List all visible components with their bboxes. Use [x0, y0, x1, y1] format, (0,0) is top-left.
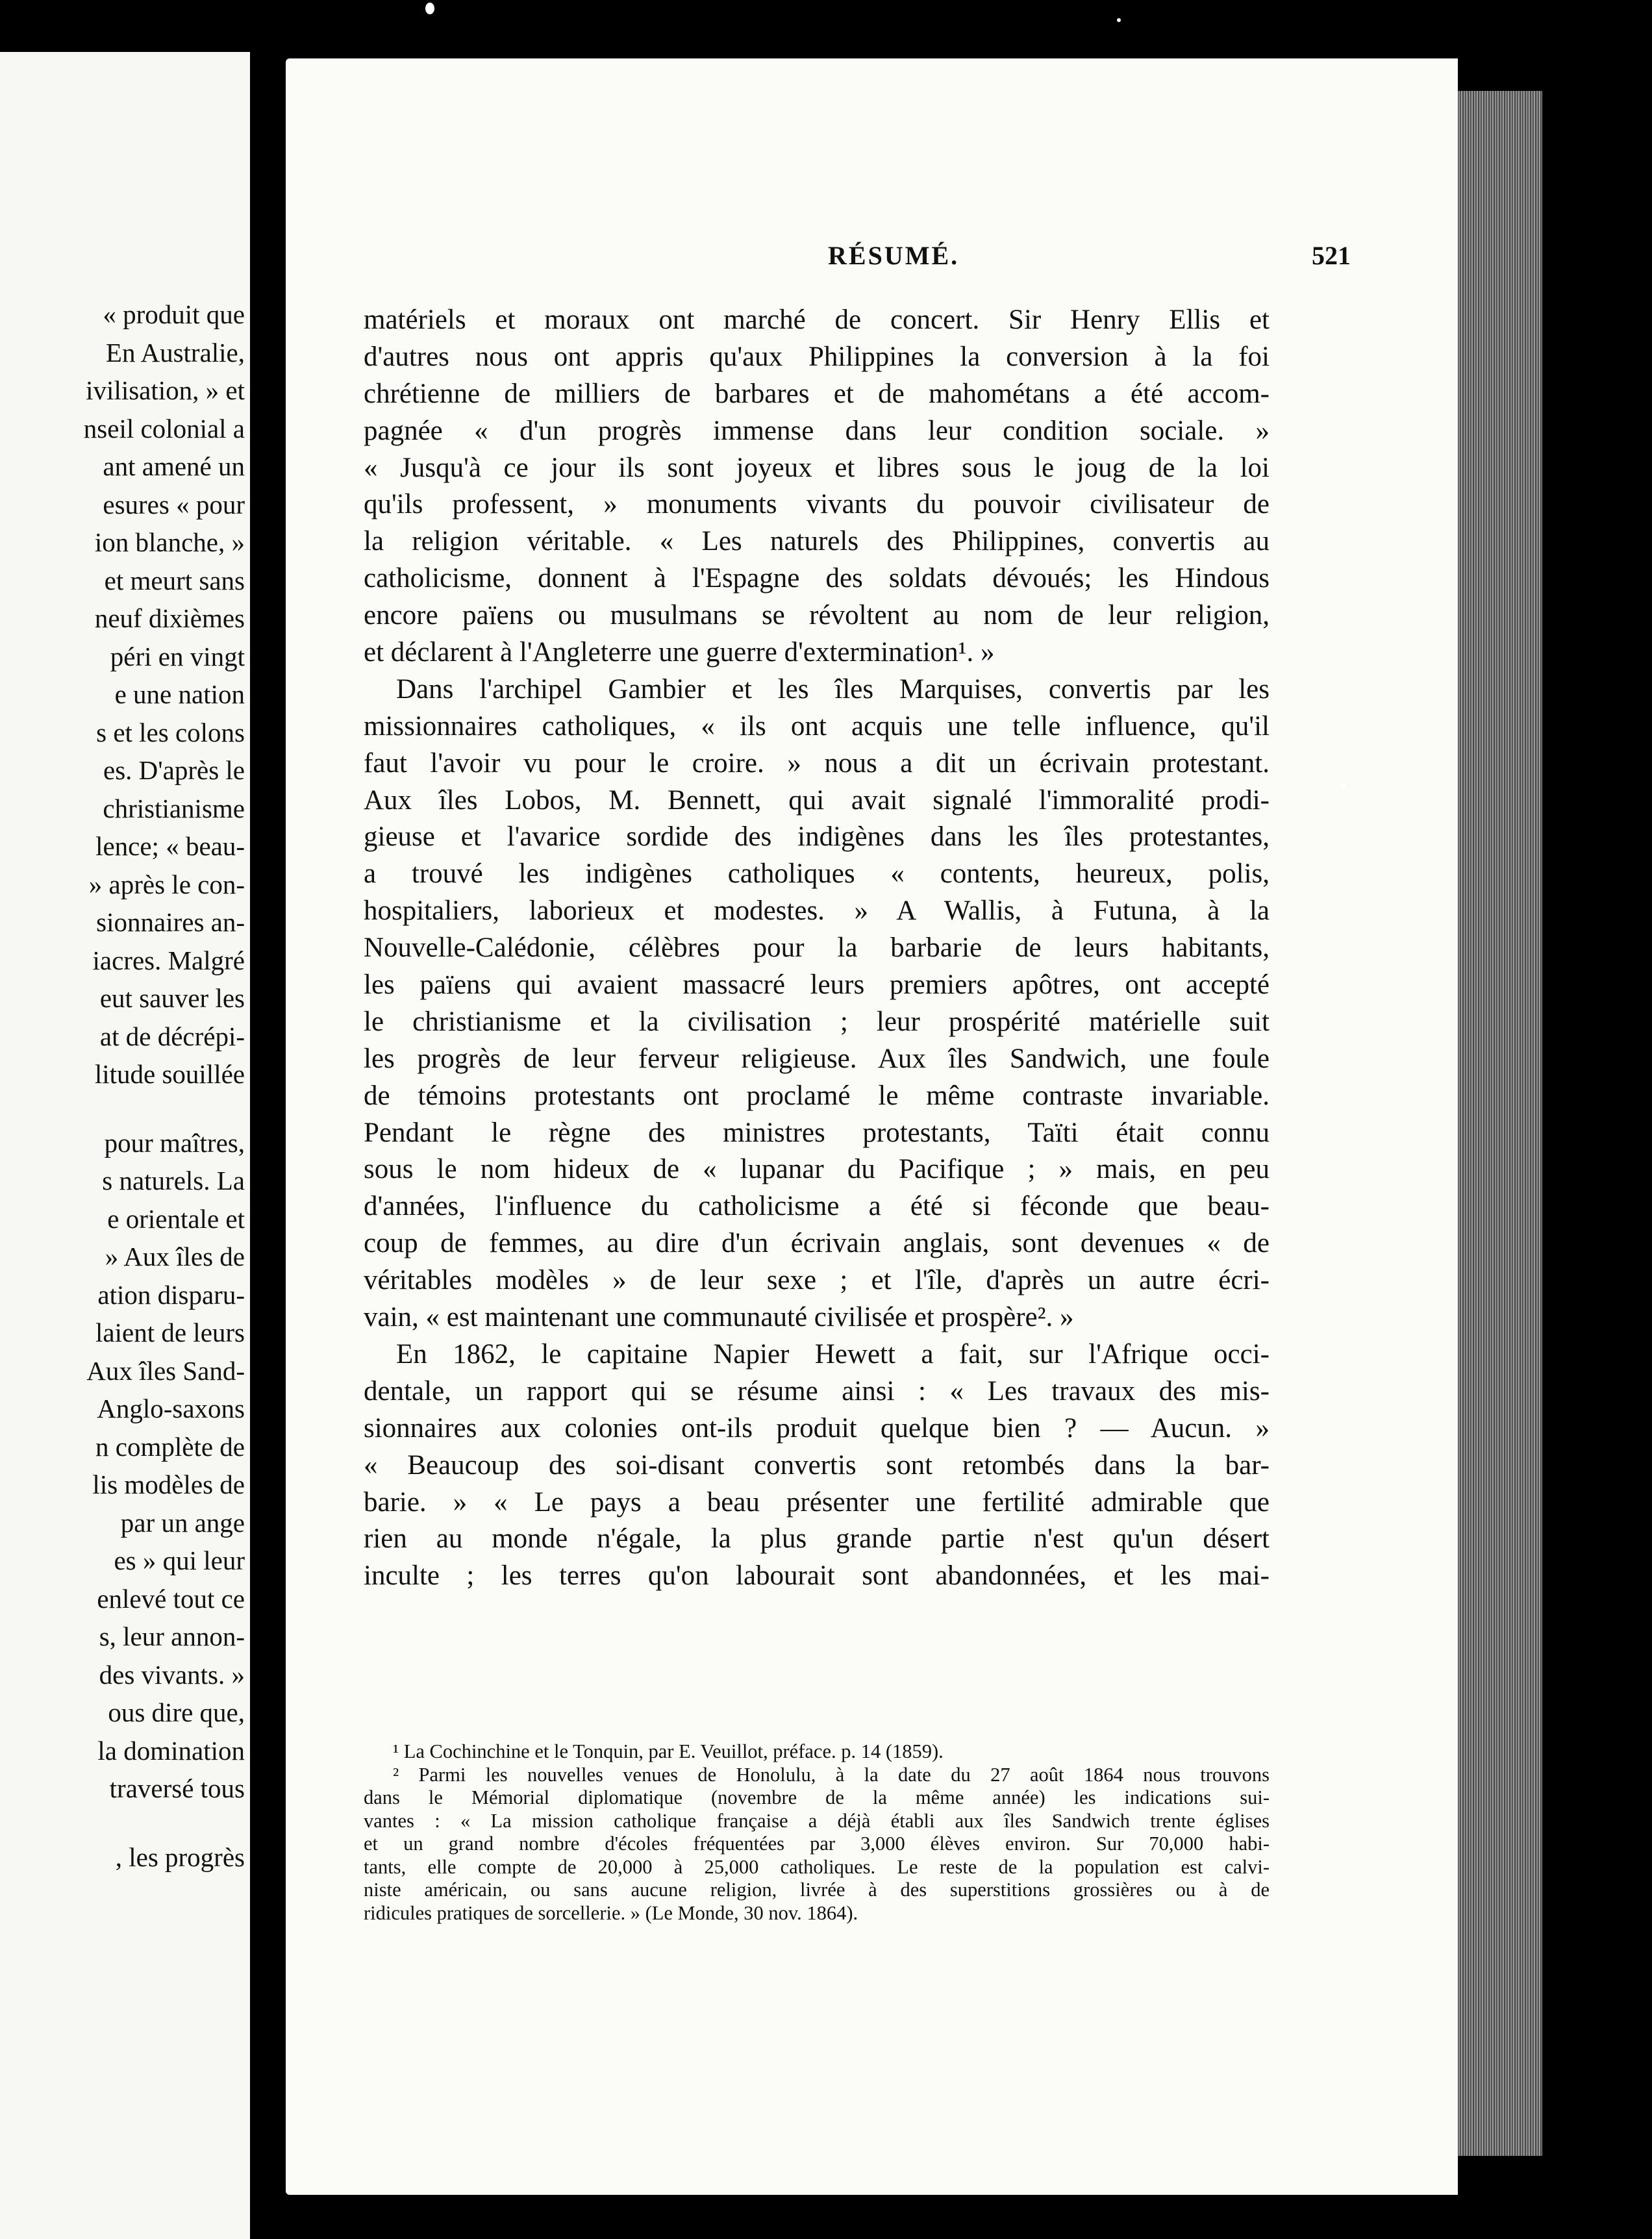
page-number: 521 — [1312, 241, 1351, 270]
body-line: pagnée « d'un progrès immense dans leur condition sociale. » — [364, 415, 1270, 446]
left-page-line: pour maîtres, — [104, 1127, 245, 1158]
body-line: gieuse et l'avarice sordide des indigènes dans les îles protestantes, — [364, 821, 1270, 853]
body-line: catholicisme, donnent à l'Espagne des soldats dévoués; les Hindous — [364, 563, 1270, 594]
facing-page-left — [0, 52, 250, 2239]
left-page-line: at de décrépi- — [99, 1021, 245, 1051]
footnote-line: tants, elle compte de 20,000 à 25,000 catholiques. Le reste de la population est calvi- — [364, 1855, 1270, 1878]
left-page-line — [84, 1094, 245, 1124]
body-line: la religion véritable. « Les naturels des Philippines, convertis au — [364, 526, 1270, 557]
left-page-line: christianisme — [103, 793, 245, 823]
left-page-line: s et les colons — [96, 717, 245, 747]
left-page-line — [84, 1808, 245, 1838]
left-page-line: la domination — [97, 1735, 245, 1766]
left-page-line: ion blanche, » — [94, 527, 245, 557]
left-page-line: lence; « beau- — [95, 831, 245, 861]
body-line: En 1862, le capitaine Napier Hewett a fait, sur l'Afrique occi- — [396, 1338, 1270, 1370]
body-line: rien au monde n'égale, la plus grande partie n'est qu'un désert — [364, 1523, 1270, 1555]
left-page-line: e une nation — [114, 679, 245, 709]
body-line: et déclarent à l'Angleterre une guerre d'extermination¹. » — [364, 637, 995, 668]
body-line: inculte ; les terres qu'on labourait sont abandonnées, et les mai- — [364, 1560, 1270, 1592]
body-line: le christianisme et la civilisation ; leur prospérité matérielle suit — [364, 1006, 1270, 1037]
left-page-line: iacres. Malgré — [92, 945, 245, 975]
left-page-line: ivilisation, » et — [86, 375, 245, 405]
left-page-line: » après le con- — [88, 869, 245, 899]
left-page-line: ation disparu- — [97, 1279, 245, 1310]
left-page-line: péri en vingt — [110, 641, 245, 671]
left-page-line: Aux îles Sand- — [86, 1355, 245, 1386]
left-page-line: s naturels. La — [102, 1166, 245, 1195]
left-page-line: esures « pour — [103, 489, 245, 519]
left-page-line: eut sauver les — [99, 983, 245, 1013]
left-page-line: En Australie, — [105, 337, 245, 368]
body-line: d'autres nous ont appris qu'aux Philippines la conversion à la foi — [364, 341, 1270, 372]
left-page-text — [84, 295, 245, 1876]
left-page-line: traversé tous — [109, 1773, 245, 1803]
body-line: barie. » « Le pays a beau présenter une fertilité admirable que — [364, 1486, 1270, 1518]
footnote-line: ¹ La Cochinchine et le Tonquin, par E. Veuillot, préface. p. 14 (1859). — [393, 1740, 944, 1762]
body-line: matériels et moraux ont marché de concert. Sir Henry Ellis et — [364, 305, 1270, 335]
body-line: Dans l'archipel Gambier et les îles Marquises, convertis par les — [396, 673, 1270, 705]
left-page-line: e orientale et — [107, 1203, 245, 1234]
footnote-line: niste américain, ou sans aucune religion, livrée à des superstitions grossières ou à de — [364, 1879, 1270, 1901]
body-line: faut l'avoir vu pour le croire. » nous a dit un écrivain protestant. — [364, 747, 1270, 779]
body-line: qu'ils professent, » monuments vivants du pouvoir civilisateur de — [364, 489, 1270, 520]
body-line: de témoins protestants ont proclamé le même contraste invariable. — [364, 1080, 1270, 1111]
left-page-line: enlevé tout ce — [97, 1583, 245, 1614]
footnote-line: vantes : « La mission catholique française a déjà établi aux îles Sandwich trente églises — [364, 1809, 1270, 1832]
left-page-line: lis modèles de — [92, 1470, 245, 1499]
body-line: a trouvé les indigènes catholiques « contents, heureux, polis, — [364, 858, 1270, 890]
body-line: hospitaliers, laborieux et modestes. » A Wallis, à Futuna, à la — [364, 895, 1270, 927]
left-page-line: par un ange — [120, 1507, 245, 1538]
left-page-line: s, leur annon- — [99, 1621, 245, 1651]
left-page-line: litude souillée — [94, 1059, 245, 1089]
left-page-line: « produit que — [103, 299, 245, 329]
body-line: « Beaucoup des soi-disant convertis sont retombés dans la bar- — [364, 1449, 1270, 1481]
body-line: dentale, un rapport qui se résume ainsi : « Les travaux des mis- — [364, 1375, 1270, 1407]
left-page-line: ous dire que, — [108, 1697, 245, 1727]
footnote-line: ² Parmi les nouvelles venues de Honolulu, à la date du 27 août 1864 nous trouvons — [393, 1763, 1270, 1786]
body-line: sionnaires aux colonies ont-ils produit quelque bien ? — Aucun. » — [364, 1412, 1270, 1444]
body-line: missionnaires catholiques, « ils ont acquis une telle influence, qu'il — [364, 710, 1270, 742]
body-line: coup de femmes, au dire d'un écrivain anglais, sont devenues « de — [364, 1228, 1270, 1259]
left-page-line: des vivants. » — [99, 1659, 245, 1690]
body-line: Aux îles Lobos, M. Bennett, qui avait signalé l'immoralité prodi- — [364, 784, 1270, 816]
left-page-line: n complète de — [95, 1431, 245, 1462]
page-right — [286, 58, 1458, 2195]
body-line: sous le nom hideux de « lupanar du Pacifique ; » mais, en peu — [364, 1154, 1270, 1185]
body-line: d'années, l'influence du catholicisme a été si féconde que beau- — [364, 1191, 1270, 1222]
body-line: chrétienne de milliers de barbares et de mahométans a été accom- — [364, 378, 1270, 409]
body-line: « Jusqu'à ce jour ils sont joyeux et libres sous le joug de la loi — [364, 452, 1270, 483]
scan-speck — [425, 3, 434, 14]
footnotes — [364, 1740, 1270, 1925]
body-line: Nouvelle-Calédonie, célèbres pour la barbarie de leurs habitants, — [364, 932, 1270, 964]
left-page-line: sionnaires an- — [96, 907, 245, 937]
body-line: vain, « est maintenant une communauté civilisée et prospère². » — [364, 1302, 1074, 1333]
left-page-line: ant amené un — [103, 451, 245, 481]
left-page-line: neuf dixièmes — [94, 603, 245, 633]
left-page-line: nseil colonial a — [83, 413, 245, 444]
running-title: RÉSUMÉ. — [828, 241, 960, 270]
left-page-line: Anglo-saxons — [97, 1394, 245, 1423]
page-edges — [1458, 91, 1542, 2156]
body-line: encore païens ou musulmans se révoltent au nom de leur religion, — [364, 600, 1270, 631]
body-line: véritables modèles » de leur sexe ; et l'île, d'après un autre écri- — [364, 1265, 1270, 1296]
footnote-line: et un grand nombre d'écoles fréquentées par 3,000 élèves environ. Sur 70,000 habi- — [364, 1832, 1270, 1855]
left-page-line: et meurt sans — [104, 565, 245, 595]
footnote-line: dans le Mémorial diplomatique (novembre de la même année) les indications sui- — [364, 1786, 1270, 1808]
left-page-line: es. D'après le — [103, 755, 245, 785]
footnote-line: ridicules pratiques de sorcellerie. » (Le Monde, 30 nov. 1864). — [364, 1901, 858, 1924]
left-page-line: es » qui leur — [114, 1545, 245, 1575]
body-line: Pendant le règne des ministres protestants, Taïti était connu — [364, 1117, 1270, 1148]
left-page-line: , les progrès — [115, 1842, 245, 1872]
body-line: les païens qui avaient massacré leurs premiers apôtres, ont accepté — [364, 969, 1270, 1001]
left-page-line: laient de leurs — [95, 1318, 245, 1347]
scan-speck — [1117, 18, 1121, 22]
body-text — [364, 302, 1270, 1595]
scan-speck — [1341, 782, 1346, 788]
body-line: les progrès de leur ferveur religieuse. Aux îles Sandwich, une foule — [364, 1043, 1270, 1074]
left-page-line: » Aux îles de — [105, 1242, 245, 1271]
